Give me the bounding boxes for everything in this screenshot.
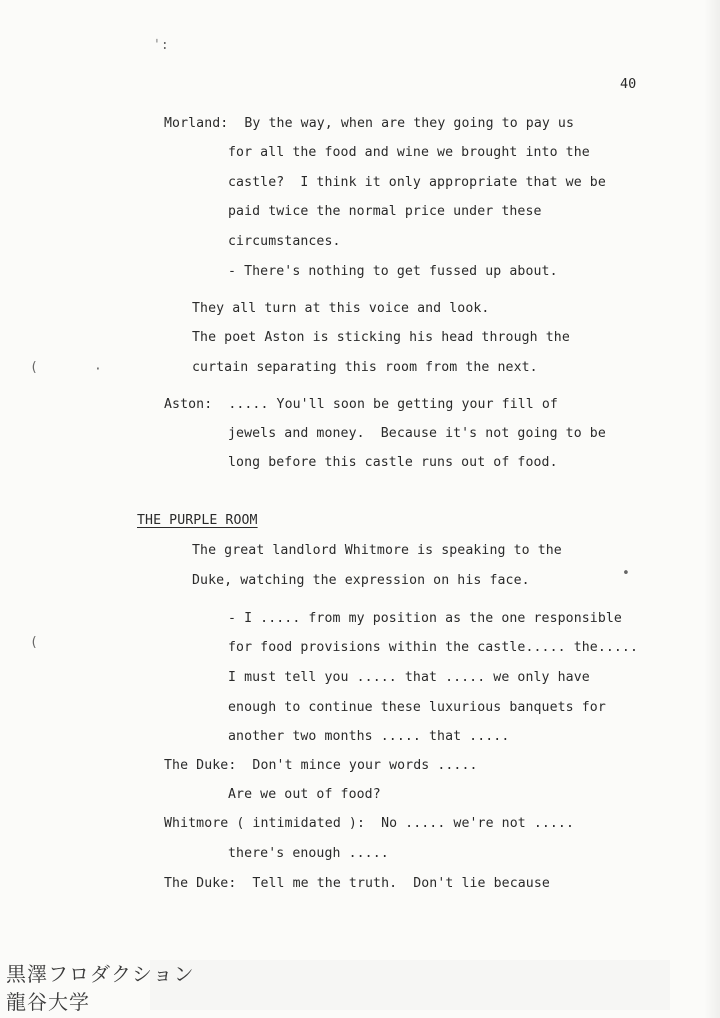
section-heading: THE PURPLE ROOM [137, 513, 258, 528]
script-line: there's enough ..... [228, 846, 389, 861]
script-line: jewels and money. Because it's not going to be [228, 426, 606, 441]
paper-smudge [150, 960, 670, 1010]
script-line: Aston: ..... You'll soon be getting your fill of [164, 397, 558, 412]
script-line: The Duke: Don't mince your words ..... [164, 758, 478, 773]
margin-bracket-mark: ( [30, 360, 38, 375]
script-line: The poet Aston is sticking his head through the [192, 330, 570, 345]
script-line: Whitmore ( intimidated ): No ..... we're not ..... [164, 816, 575, 831]
watermark-line-2: 龍谷大学 [6, 990, 90, 1014]
script-line: - I ..... from my position as the one responsible [228, 611, 622, 626]
script-line: curtain separating this room from the next. [192, 360, 538, 375]
watermark-line-1: 黒澤フロダクション [6, 962, 195, 986]
script-line: long before this castle runs out of food. [228, 455, 558, 470]
page-number: 40 [620, 76, 637, 92]
stray-mark: ˈ: [153, 38, 169, 53]
stray-dot: · [94, 362, 102, 377]
script-line: for food provisions within the castle..... the..... [228, 640, 639, 655]
script-line: circumstances. [228, 234, 341, 249]
script-line: - There's nothing to get fussed up about. [228, 264, 558, 279]
script-line: Are we out of food? [228, 787, 381, 802]
script-line: another two months ..... that ..... [228, 729, 510, 744]
stray-dot: • [622, 566, 630, 581]
script-line: enough to continue these luxurious banquets for [228, 700, 606, 715]
script-line: The Duke: Tell me the truth. Don't lie because [164, 876, 550, 891]
script-line: The great landlord Whitmore is speaking to the [192, 543, 562, 558]
script-line: They all turn at this voice and look. [192, 301, 490, 316]
script-line: Morland: By the way, when are they going to pay us [164, 116, 575, 131]
script-line: castle? I think it only appropriate that we be [228, 175, 606, 190]
paper-edge-shadow [704, 0, 720, 1018]
script-line: for all the food and wine we brought into the [228, 145, 590, 160]
script-line: I must tell you ..... that ..... we only have [228, 670, 590, 685]
margin-bracket-mark: ( [30, 635, 38, 650]
script-line: paid twice the normal price under these [228, 204, 542, 219]
script-line: Duke, watching the expression on his face. [192, 573, 530, 588]
